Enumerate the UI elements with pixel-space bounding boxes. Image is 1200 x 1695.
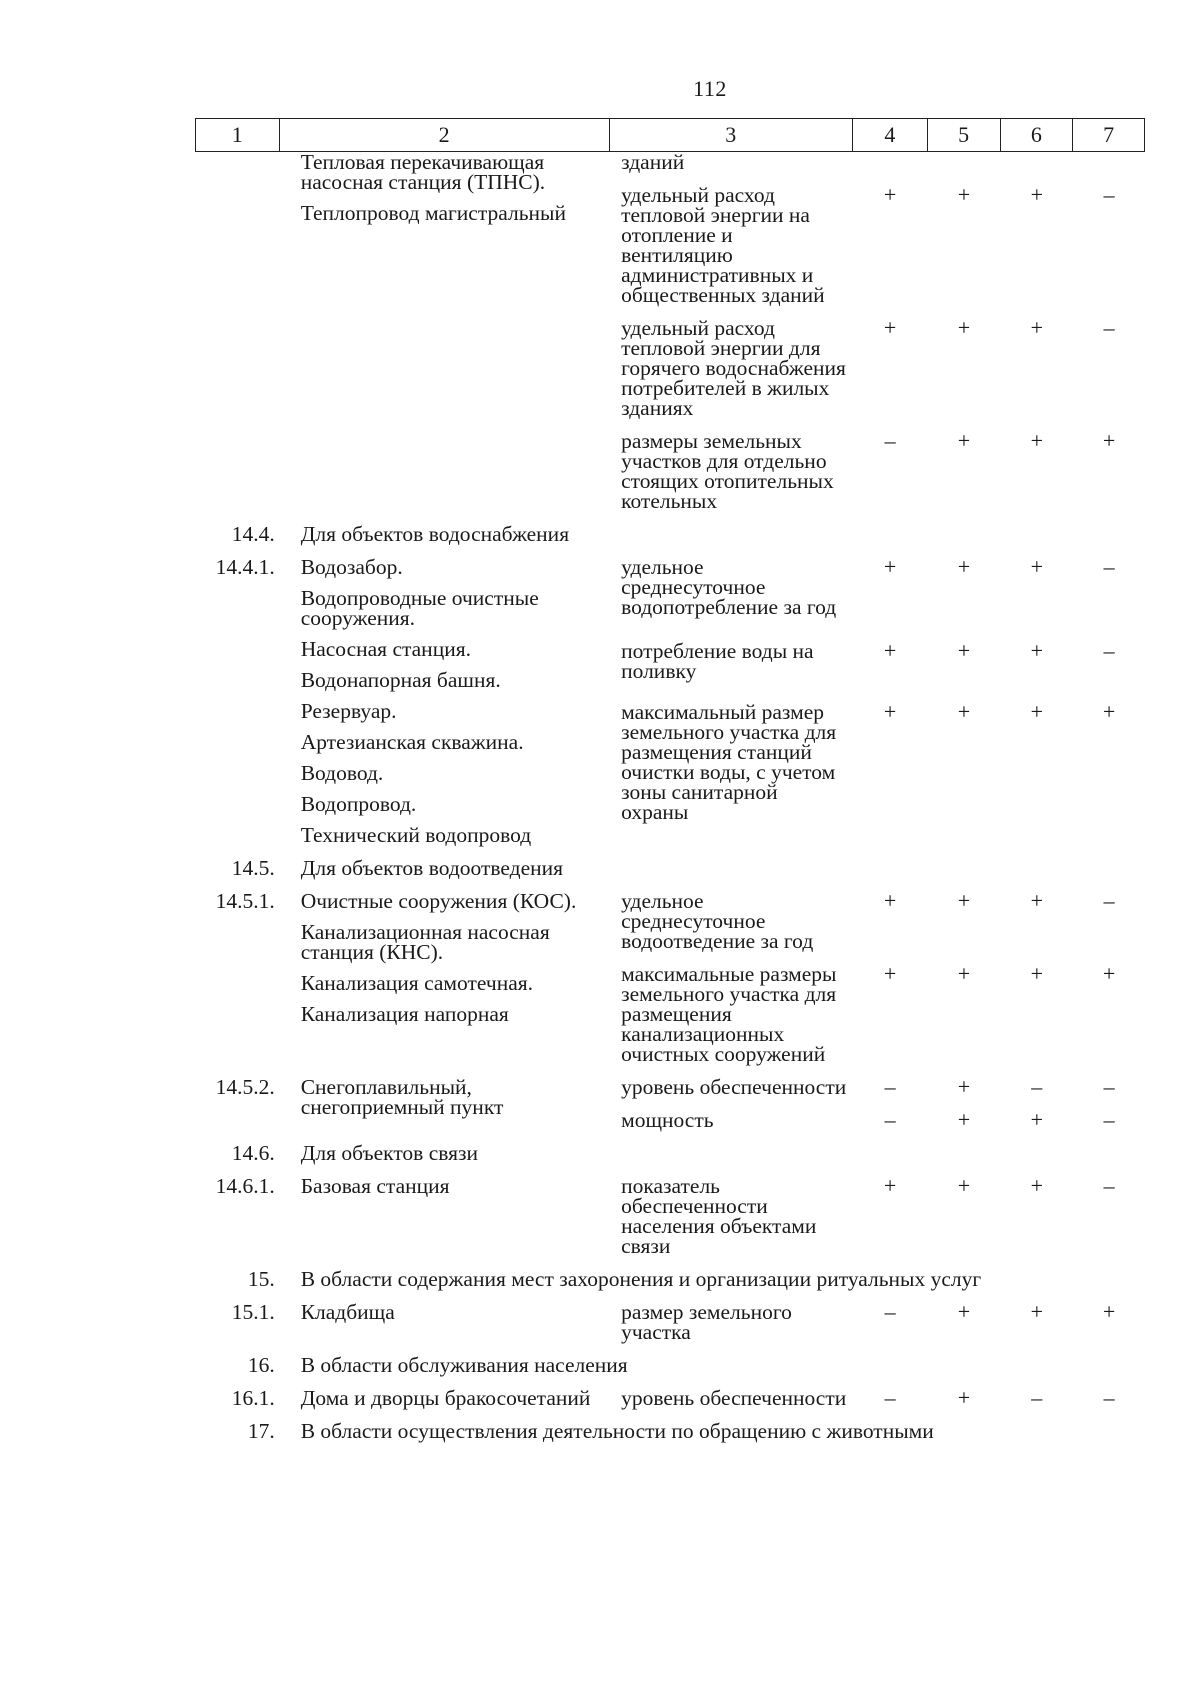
mark-cell: + — [1102, 961, 1116, 986]
mark-cell: + — [957, 428, 971, 453]
mark-cell: + — [1030, 961, 1043, 986]
object-name: Артезианская скважина. — [300, 730, 524, 754]
section-number: 14.5. — [231, 856, 275, 880]
mark-cell — [853, 152, 928, 172]
mark-cell: + — [957, 315, 971, 340]
mark-cell: – — [1103, 182, 1115, 207]
item-number: 15.1. — [231, 1300, 275, 1324]
table-row — [195, 891, 1145, 951]
object-name: Теплопровод магистральный — [300, 201, 566, 225]
mark-cell: + — [883, 1173, 897, 1198]
section-title: В области обслуживания населения — [300, 1353, 628, 1377]
column-header: 7 — [1073, 119, 1145, 152]
column-header: 2 — [279, 119, 609, 152]
object-name: Водонапорная башня. — [300, 668, 501, 692]
mark-cell: + — [1030, 182, 1043, 207]
mark-cell: + — [883, 315, 897, 340]
mark-cell: + — [1030, 1299, 1043, 1324]
table-row — [195, 1077, 1145, 1097]
mark-cell: + — [883, 699, 897, 725]
mark-cell: – — [884, 1074, 896, 1099]
indicator-text: удельное среднесуточное водоотведение за год — [621, 889, 814, 953]
section-number: 16. — [247, 1353, 275, 1377]
object-names — [279, 1302, 609, 1342]
object-names — [279, 557, 609, 845]
table-row — [195, 1302, 1145, 1342]
section-title: В области содержания мест захоронения и организации ритуальных услуг — [300, 1267, 982, 1291]
mark-cell: + — [1102, 1299, 1116, 1324]
table-row — [195, 152, 1145, 172]
object-names — [279, 1077, 609, 1130]
mark-cell: + — [1030, 554, 1043, 579]
document-table — [195, 118, 1145, 1454]
indicator-text: размер земельного участка — [621, 1300, 792, 1344]
object-names — [279, 891, 609, 1064]
object-name: Канализационная насосная станция (КНС). — [300, 920, 550, 964]
item-number: 14.5.1. — [215, 889, 275, 913]
object-name: Водопровод. — [300, 792, 417, 816]
mark-cell: + — [957, 1385, 971, 1410]
mark-cell: – — [1103, 638, 1115, 664]
mark-cell: + — [957, 554, 971, 579]
object-names — [279, 1176, 609, 1256]
mark-cell: + — [883, 961, 897, 986]
object-name: Снегоплавильный, снегоприемный пункт — [300, 1075, 504, 1119]
indicator-text: удельный расход тепловой энергии для горячего водоснабжения потребителей в жилых зданиях — [621, 316, 846, 420]
mark-cell: + — [1102, 699, 1116, 725]
mark-cell: – — [1031, 1385, 1043, 1410]
mark-cell: + — [883, 638, 897, 664]
mark-cell: + — [1030, 315, 1043, 340]
table-row — [195, 557, 1145, 628]
indicator-text: удельный расход тепловой энергии на отопление и вентиляцию административных и общественных зданий — [621, 183, 825, 307]
mark-cell: + — [883, 182, 897, 207]
mark-cell: + — [957, 1074, 971, 1099]
mark-cell: + — [957, 1299, 971, 1324]
section-title: Для объектов водоотведения — [300, 856, 564, 880]
column-header: 5 — [927, 119, 1000, 152]
object-name: Кладбища — [300, 1300, 395, 1324]
indicator-text: мощность — [621, 1108, 714, 1132]
mark-cell: + — [1030, 888, 1043, 913]
mark-cell: + — [1030, 1107, 1043, 1132]
mark-cell — [1000, 152, 1073, 172]
mark-cell: + — [957, 182, 971, 207]
mark-cell: – — [1103, 315, 1115, 340]
section-number: 14.6. — [231, 1141, 275, 1165]
table-row — [195, 1176, 1145, 1256]
object-name: Водопроводные очистные сооружения. — [300, 586, 539, 630]
mark-cell: + — [957, 1173, 971, 1198]
mark-cell — [1073, 152, 1145, 172]
column-header: 3 — [609, 119, 852, 152]
table-body — [195, 152, 1145, 1454]
mark-cell: – — [1031, 1074, 1043, 1099]
section-title: Для объектов водоснабжения — [300, 522, 570, 546]
section-number: 17. — [247, 1419, 275, 1443]
mark-cell: – — [1103, 1385, 1115, 1410]
mark-cell: + — [1102, 428, 1116, 453]
item-number: 14.5.2. — [215, 1075, 275, 1099]
object-name: Технический водопровод — [300, 823, 532, 847]
section-title: В области осуществления деятельности по обращению с животными — [300, 1419, 934, 1443]
indicator-text: зданий — [621, 150, 685, 174]
item-number: 14.6.1. — [215, 1174, 275, 1198]
mark-cell: – — [884, 1385, 896, 1410]
mark-cell: – — [1103, 1173, 1115, 1198]
section-number: 14.4. — [231, 522, 275, 546]
mark-cell: + — [883, 888, 897, 913]
item-number: 16.1. — [231, 1386, 275, 1410]
mark-cell: + — [957, 1107, 971, 1132]
indicator-text: показатель обеспеченности населения объектами связи — [621, 1174, 817, 1258]
object-name: Тепловая перекачивающая насосная станция (ТПНС). — [300, 150, 546, 194]
indicator-text: максимальные размеры земельного участка для размещения канализационных очистных сооружений — [621, 962, 837, 1066]
section-row — [195, 1269, 1145, 1289]
mark-cell: – — [884, 1107, 896, 1132]
object-names — [279, 152, 609, 511]
object-name: Водозабор. — [300, 555, 403, 579]
mark-cell: – — [1103, 554, 1115, 579]
object-name: Очистные сооружения (КОС). — [300, 889, 577, 913]
mark-cell: + — [1030, 699, 1043, 725]
object-name: Насосная станция. — [300, 637, 471, 661]
mark-cell: – — [884, 428, 896, 453]
object-name: Дома и дворцы бракосочетаний — [300, 1386, 591, 1410]
mark-cell: – — [1103, 1107, 1115, 1132]
section-row — [195, 1421, 1145, 1441]
object-name: Водовод. — [300, 761, 384, 785]
table-row — [195, 1388, 1145, 1408]
indicator-text: уровень обеспеченности — [621, 1386, 847, 1410]
item-number: 14.4.1. — [215, 555, 275, 579]
mark-cell: + — [957, 888, 971, 913]
column-header: 6 — [1000, 119, 1073, 152]
section-title: Для объектов связи — [300, 1141, 479, 1165]
mark-cell — [928, 152, 1001, 172]
indicator-text: размеры земельных участков для отдельно стоящих отопительных котельных — [621, 429, 834, 513]
section-row — [195, 1143, 1145, 1163]
mark-cell: + — [957, 961, 971, 986]
section-row — [195, 524, 1145, 544]
section-row — [195, 1355, 1145, 1375]
mark-cell: + — [883, 554, 897, 579]
mark-cell: – — [884, 1299, 896, 1324]
indicator-text: потребление воды на поливку — [621, 639, 814, 684]
indicator-text: уровень обеспеченности — [621, 1075, 847, 1099]
column-header-row — [195, 118, 1145, 152]
mark-cell: + — [1030, 638, 1043, 664]
mark-cell: – — [1103, 888, 1115, 913]
item-number — [195, 152, 279, 511]
object-name: Канализация напорная — [300, 1002, 509, 1026]
section-number: 15. — [247, 1267, 275, 1291]
object-name: Резервуар. — [300, 699, 397, 723]
object-name: Канализация самотечная. — [300, 971, 534, 995]
indicator-text: удельное среднесуточное водопотребление за год — [621, 555, 837, 619]
object-names — [279, 1388, 609, 1408]
mark-cell: – — [1103, 1074, 1115, 1099]
mark-cell: + — [957, 638, 971, 664]
object-name: Базовая станция — [300, 1174, 450, 1198]
indicator-text: максимальный размер земельного участка для размещения станций очистки воды, с учетом зоны санитарной охраны — [621, 700, 837, 825]
mark-cell: + — [1030, 1173, 1043, 1198]
page-number: 112 — [693, 76, 727, 101]
section-row — [195, 858, 1145, 878]
column-header: 4 — [852, 119, 927, 152]
mark-cell: + — [957, 699, 971, 725]
mark-cell: + — [1030, 428, 1043, 453]
column-header: 1 — [196, 119, 280, 152]
